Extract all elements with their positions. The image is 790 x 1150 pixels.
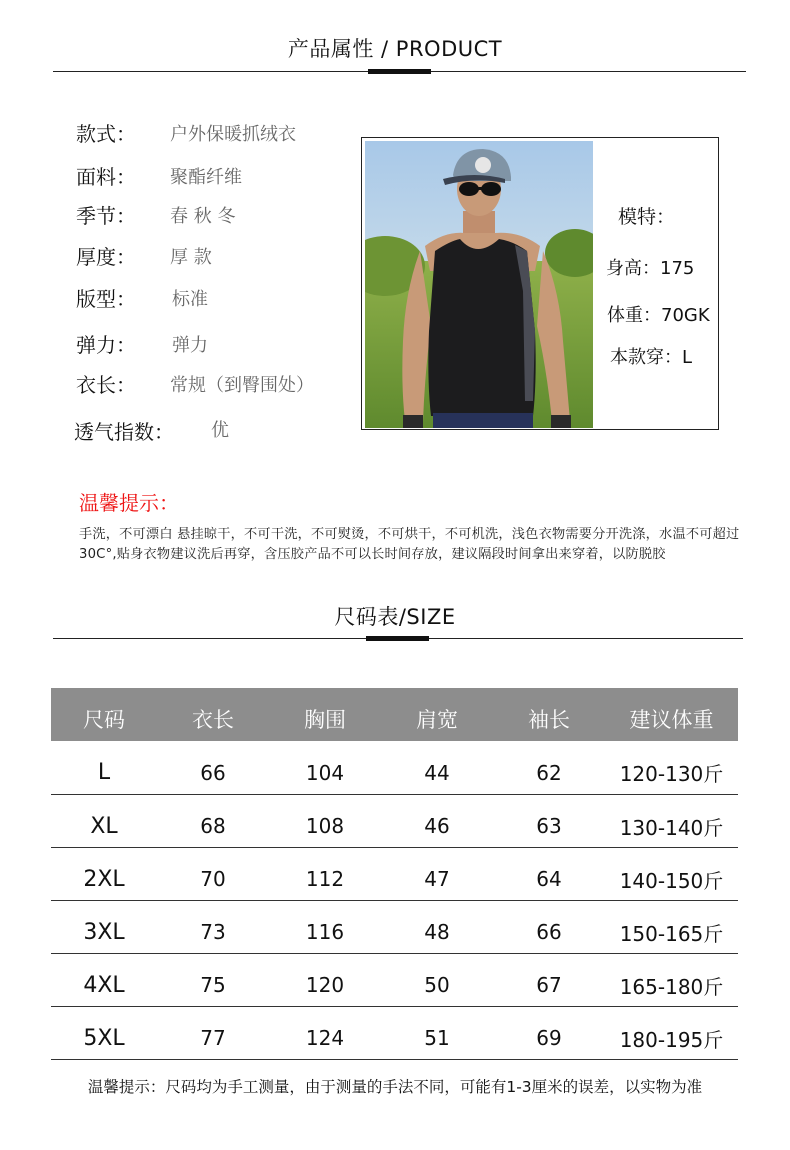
table-row: [51, 953, 738, 1006]
cell-chest: 108: [269, 794, 381, 847]
cell-sleeve: 67: [493, 953, 605, 1006]
cell-length: 66: [157, 741, 269, 794]
model-size-worn: 本款穿：L: [610, 347, 693, 368]
cell-sleeve: 66: [493, 900, 605, 953]
care-tip-title: 温馨提示：: [79, 491, 179, 515]
attr-elasticity-value: 弹力: [172, 335, 208, 356]
table-row: [51, 900, 738, 953]
attr-length-label: 衣长：: [76, 373, 136, 397]
model-title: 模特：: [618, 206, 676, 228]
cell-length: 68: [157, 794, 269, 847]
cell-chest: 112: [269, 847, 381, 900]
cell-size: L: [51, 741, 157, 794]
header-weight: 建议体重: [605, 688, 738, 741]
cell-chest: 120: [269, 953, 381, 1006]
cell-chest: 116: [269, 900, 381, 953]
cell-chest: 124: [269, 1006, 381, 1059]
cell-weight: 150-165斤: [605, 900, 738, 953]
table-row: [51, 847, 738, 900]
product-section-title: 产品属性 / PRODUCT: [287, 37, 503, 61]
cell-shoulder: 47: [381, 847, 493, 900]
cell-size: 3XL: [51, 900, 157, 953]
header-length: 衣长: [157, 688, 269, 741]
attr-thickness-label: 厚度：: [76, 245, 136, 269]
size-title-accent: [366, 636, 429, 641]
size-table-header: [51, 688, 738, 741]
header-size: 尺码: [51, 688, 157, 741]
cell-shoulder: 50: [381, 953, 493, 1006]
cell-weight: 120-130斤: [605, 741, 738, 794]
size-table: [51, 688, 738, 1060]
cell-weight: 130-140斤: [605, 794, 738, 847]
attr-fabric-label: 面料：: [76, 165, 136, 189]
attr-season-label: 季节：: [76, 204, 136, 228]
cell-weight: 165-180斤: [605, 953, 738, 1006]
attr-fabric-value: 聚酯纤维: [170, 167, 242, 188]
attr-length-value: 常规（到臀围处）: [170, 375, 314, 396]
cell-sleeve: 64: [493, 847, 605, 900]
table-row: [51, 794, 738, 847]
cell-length: 75: [157, 953, 269, 1006]
cell-sleeve: 62: [493, 741, 605, 794]
attr-thickness-value: 厚 款: [170, 247, 212, 268]
cell-sleeve: 63: [493, 794, 605, 847]
table-row: [51, 741, 738, 794]
cell-size: 4XL: [51, 953, 157, 1006]
cell-length: 70: [157, 847, 269, 900]
table-row: [51, 1006, 738, 1059]
attr-elasticity-label: 弹力：: [76, 333, 136, 357]
attr-style-label: 款式：: [76, 122, 136, 146]
cell-size: 5XL: [51, 1006, 157, 1059]
model-weight: 体重：70GK: [607, 305, 710, 326]
cell-sleeve: 69: [493, 1006, 605, 1059]
product-title-accent: [368, 69, 431, 74]
cell-shoulder: 46: [381, 794, 493, 847]
cell-size: XL: [51, 794, 157, 847]
cell-length: 77: [157, 1006, 269, 1059]
attr-fit-value: 标准: [172, 289, 208, 310]
cell-shoulder: 48: [381, 900, 493, 953]
header-sleeve: 袖长: [493, 688, 605, 741]
cell-shoulder: 44: [381, 741, 493, 794]
cell-length: 73: [157, 900, 269, 953]
attr-breathability-label: 透气指数：: [74, 420, 174, 444]
attr-breathability-value: 优: [211, 420, 229, 441]
cell-weight: 180-195斤: [605, 1006, 738, 1059]
header-shoulder: 肩宽: [381, 688, 493, 741]
care-tip-text: 手洗，不可漂白 悬挂晾干，不可干洗，不可熨烫，不可烘干，不可机洗，浅色衣物需要分开洗涤，水温不可超过30C°,贴身衣物建议洗后再穿，含压胶产品不可以长时间存放，建议隔段时间拿出来穿着，以防脱胶: [79, 527, 740, 562]
model-photo: [365, 141, 593, 428]
size-section-title: 尺码表/SIZE: [334, 605, 456, 629]
header-chest: 胸围: [269, 688, 381, 741]
cell-size: 2XL: [51, 847, 157, 900]
cell-weight: 140-150斤: [605, 847, 738, 900]
model-height: 身高：175: [606, 258, 695, 279]
cell-chest: 104: [269, 741, 381, 794]
cell-shoulder: 51: [381, 1006, 493, 1059]
model-photo-frame: [361, 137, 719, 430]
attr-season-value: 春 秋 冬: [170, 206, 236, 227]
attr-fit-label: 版型：: [76, 287, 136, 311]
attr-style-value: 户外保暖抓绒衣: [170, 124, 296, 145]
measurement-note: 温馨提示：尺码均为手工测量，由于测量的手法不同，可能有1-3厘米的误差，以实物为准: [87, 1078, 703, 1096]
